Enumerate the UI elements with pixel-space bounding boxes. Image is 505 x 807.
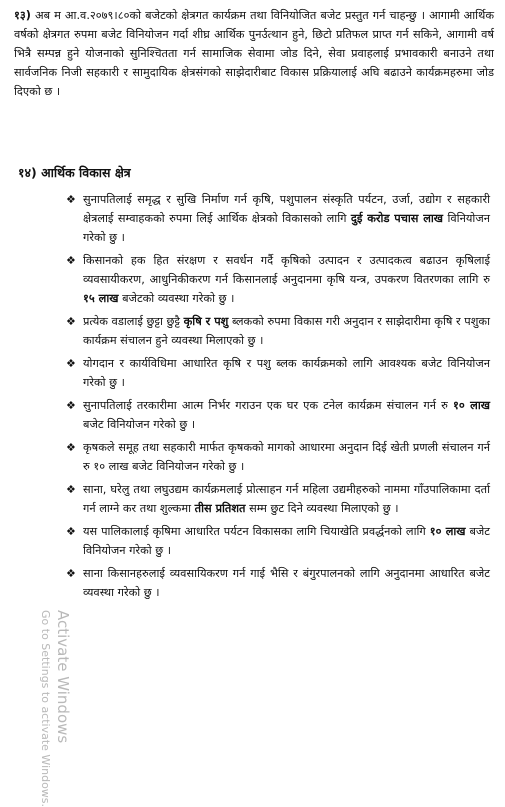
watermark-subtitle: Go to Settings to activate Windows.: [39, 610, 52, 807]
item-text: साना किसानहरुलाई व्यवसायिकरण गर्न गाई भैसि र बंगुरपालनको लागि अनुदानमा आधारित बजेट व्यवस्था गरेको छु ।: [83, 567, 490, 599]
list-item: [66, 251, 490, 308]
item-text-tail: बजेटको व्यवस्था गरेको छु ।: [118, 292, 235, 305]
section-13-number: १३): [14, 9, 31, 22]
item-highlight-amount: तीस प्रतिशत: [194, 502, 246, 515]
item-text: किसानको हक हित संरक्षण र सवर्धन गर्दै कृषिको उत्पादन र उत्पादकत्व बढाउन कृषिलाई व्यवसायीकरण, आधुनिकीकरण गर्न किसानलाई अनुदानमा कृषि यन्त्र, उपकरण वितरणका लागि रु: [83, 254, 490, 286]
diamond-bullet-icon: ❖: [66, 254, 76, 267]
item-highlight-amount: १० लाख: [429, 525, 466, 538]
item-text-tail: विनियोजन गरेको छु ।: [83, 212, 491, 244]
activate-windows-watermark: [36, 610, 72, 807]
list-item: [66, 564, 490, 602]
item-highlight-amount: दुई करोड पचास लाख: [350, 212, 444, 225]
section-13-paragraph: [14, 6, 494, 101]
item-text: योगदान र कार्यविधिमा आधारित कृषि र पशु ब्लक कार्यक्रमको लागि आवश्यक बजेट विनियोजन गरेको छु ।: [83, 357, 490, 389]
diamond-bullet-icon: ❖: [66, 441, 76, 454]
section-14-heading: १४) आर्थिक विकास क्षेत्र: [18, 165, 131, 180]
item-text-tail: ब्लकको रुपमा विकास गरी अनुदान र साझेदारीमा कृषि र पशुका कार्यक्रम संचालन हुने व्यवस्था मिलाएको छु ।: [83, 315, 490, 347]
item-text: कृषकले समूह तथा सहकारी मार्फत कृषकको मागको आधारमा अनुदान दिई खेती प्रणली संचालन गर्न रु १० लाख बजेट विनियोजन गरेको छु ।: [83, 441, 490, 473]
watermark-title: Activate Windows: [54, 610, 72, 744]
diamond-bullet-icon: ❖: [66, 483, 76, 496]
item-text: सुनापतिलाई तरकारीमा आत्म निर्भर गराउन एक घर एक टनेल कार्यक्रम संचालन गर्न रु: [83, 399, 453, 412]
item-text-tail: सम्म छुट दिने व्यवस्था मिलाएको छु ।: [245, 502, 399, 515]
item-highlight-amount: कृषि र पशु: [183, 315, 229, 328]
item-highlight-amount: १५ लाख: [83, 292, 119, 305]
diamond-bullet-icon: ❖: [66, 525, 76, 538]
diamond-bullet-icon: ❖: [66, 357, 76, 370]
diamond-bullet-icon: ❖: [66, 315, 76, 328]
item-text: प्रत्येक वडालाई छुट्टा छुट्टै: [83, 315, 184, 328]
list-item: [66, 312, 490, 350]
item-text-tail: बजेट विनियोजन गरेको छु ।: [83, 418, 196, 431]
item-text: सुनापतिलाई समृद्ध र सुखि निर्माण गर्न कृषि, पशुपालन संस्कृति पर्यटन, उर्जा, उद्योग र सहकारी क्षेत्रलाई सम्वाहकको रुपमा लिई आर्थिक क्षेत्रको विकासको लागि: [83, 193, 490, 225]
item-highlight-amount: १० लाख: [452, 399, 490, 412]
diamond-bullet-icon: ❖: [66, 399, 76, 412]
list-item: [66, 480, 490, 518]
item-text: यस पालिकालाई कृषिमा आधारित पर्यटन विकासका लागि चियाखेति प्रवर्द्धनको लागि: [83, 525, 430, 538]
list-item: [66, 396, 490, 434]
item-text: साना, घरेलु तथा लघुउद्यम कार्यक्रमलाई प्रोत्साहन गर्न महिला उद्यमीहरुको नाममा गाँउपालिकामा दर्ता गर्न लाग्ने कर तथा शुल्कमा: [83, 483, 490, 515]
diamond-bullet-icon: ❖: [66, 567, 76, 580]
economic-development-list: [66, 190, 490, 606]
list-item: [66, 438, 490, 476]
list-item: [66, 522, 490, 560]
list-item: [66, 190, 490, 247]
diamond-bullet-icon: ❖: [66, 193, 76, 206]
list-item: [66, 354, 490, 392]
section-13-text: अब म आ.व.२०७९।८०को बजेटको क्षेत्रगत कार्यक्रम तथा विनियोजित बजेट प्रस्तुत गर्न चाहन्छु । आगामी आर्थिक वर्षको क्षेत्रगत रुपमा बजेट विनियोजन गर्दा शीघ्र आर्थिक पुनर्उत्थान हुने, छिटो प्रतिफल प्राप्त गर्न सकिने, आगामी वर्ष भित्रै सम्पन्न हुने योजनाको सुनिश्चितता गर्न सामाजिक सेवामा जोड दिने, सेवा प्रवाहलाई प्रभावकारी बनाउने तथा सार्वजनिक निजी सहकारी र सामुदायिक क्षेत्रसंगको साझेदारीबाट विकास प्रक्रियालाई अघि बढाउने कार्यक्रमहरुमा जोड दिएको छ ।: [14, 9, 494, 98]
item-text-tail: बजेट विनियोजन गरेको छु ।: [83, 525, 491, 557]
